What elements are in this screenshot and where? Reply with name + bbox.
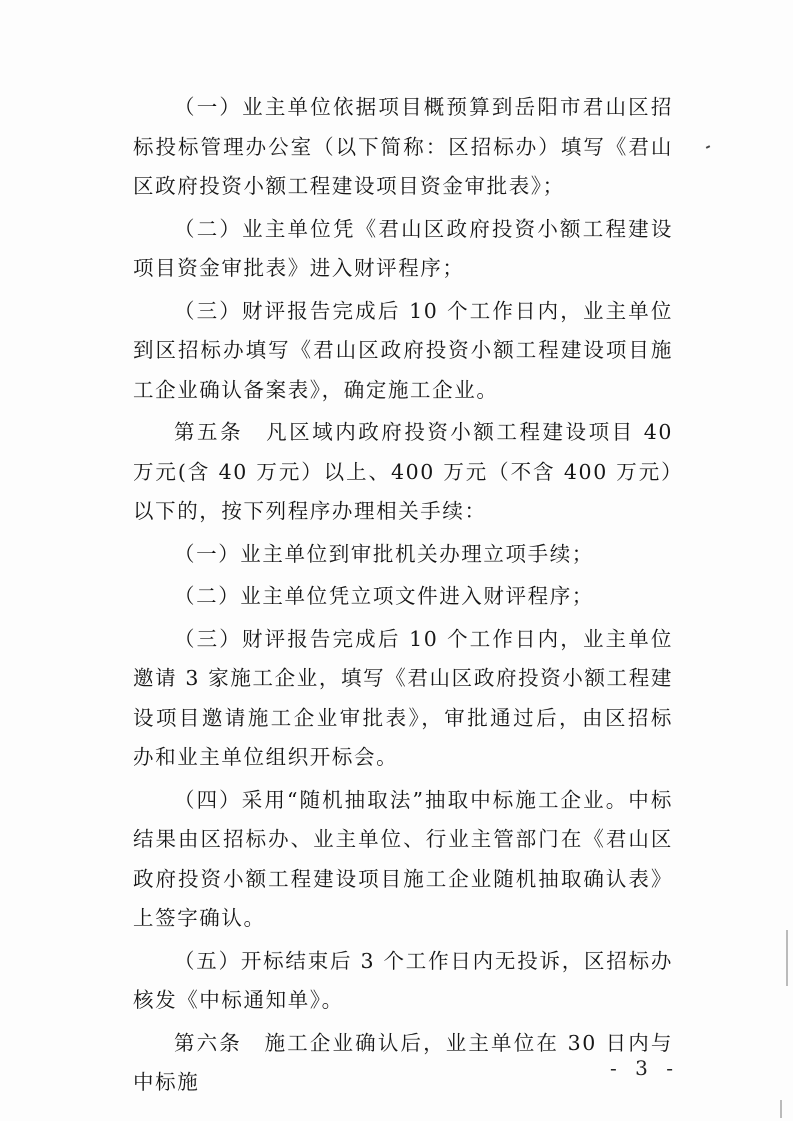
paragraph-2: （二）业主单位凭《君山区政府投资小额工程建设项目资金审批表》进入财评程序； <box>133 216 673 280</box>
scan-speck <box>706 145 710 149</box>
paragraph-6: （二）业主单位凭立项文件进入财评程序； <box>174 584 594 608</box>
article-5: 第五条 凡区域内政府投资小额工程建设项目 40 万元(含 40 万元）以上、400 万元（不含 400 万元）以下的，按下列程序办理相关手续： <box>133 420 673 523</box>
paragraph-1: （一）业主单位依据项目概预算到岳阳市君山区招标投标管理办公室（以下简称：区招标办）填写《君山区政府投资小额工程建设项目资金审批表》； <box>133 95 673 198</box>
document-body <box>133 88 673 1103</box>
paragraph-3: （三）财评报告完成后 10 个工作日内，业主单位到区招标办填写《君山区政府投资小额工程建设项目施工企业确认备案表》，确定施工企业。 <box>133 298 673 402</box>
paragraph-5: （一）业主单位到审批机关办理立项手续； <box>174 541 594 566</box>
scan-edge-mark <box>780 1100 782 1118</box>
article-6: 第六条 施工企业确认后，业主单位在 30 日内与中标施 <box>133 1030 673 1094</box>
paragraph-8: （四）采用“随机抽取法”抽取中标施工企业。中标结果由区招标办、业主单位、行业主管部门在《君山区政府投资小额工程建设项目施工企业随机抽取确认表》上签字确认。 <box>133 787 673 930</box>
page-number: - 3 - <box>610 1056 679 1080</box>
paragraph-7: （三）财评报告完成后 10 个工作日内，业主单位邀请 3 家施工企业，填写《君山区政府投资小额工程建设项目邀请施工企业审批表》，审批通过后，由区招标办和业主单位组织开标会。 <box>133 626 673 769</box>
paragraph-9: （五）开标结束后 3 个工作日内无投诉，区招标办核发《中标通知单》。 <box>133 948 673 1012</box>
scan-edge-mark <box>786 930 788 986</box>
